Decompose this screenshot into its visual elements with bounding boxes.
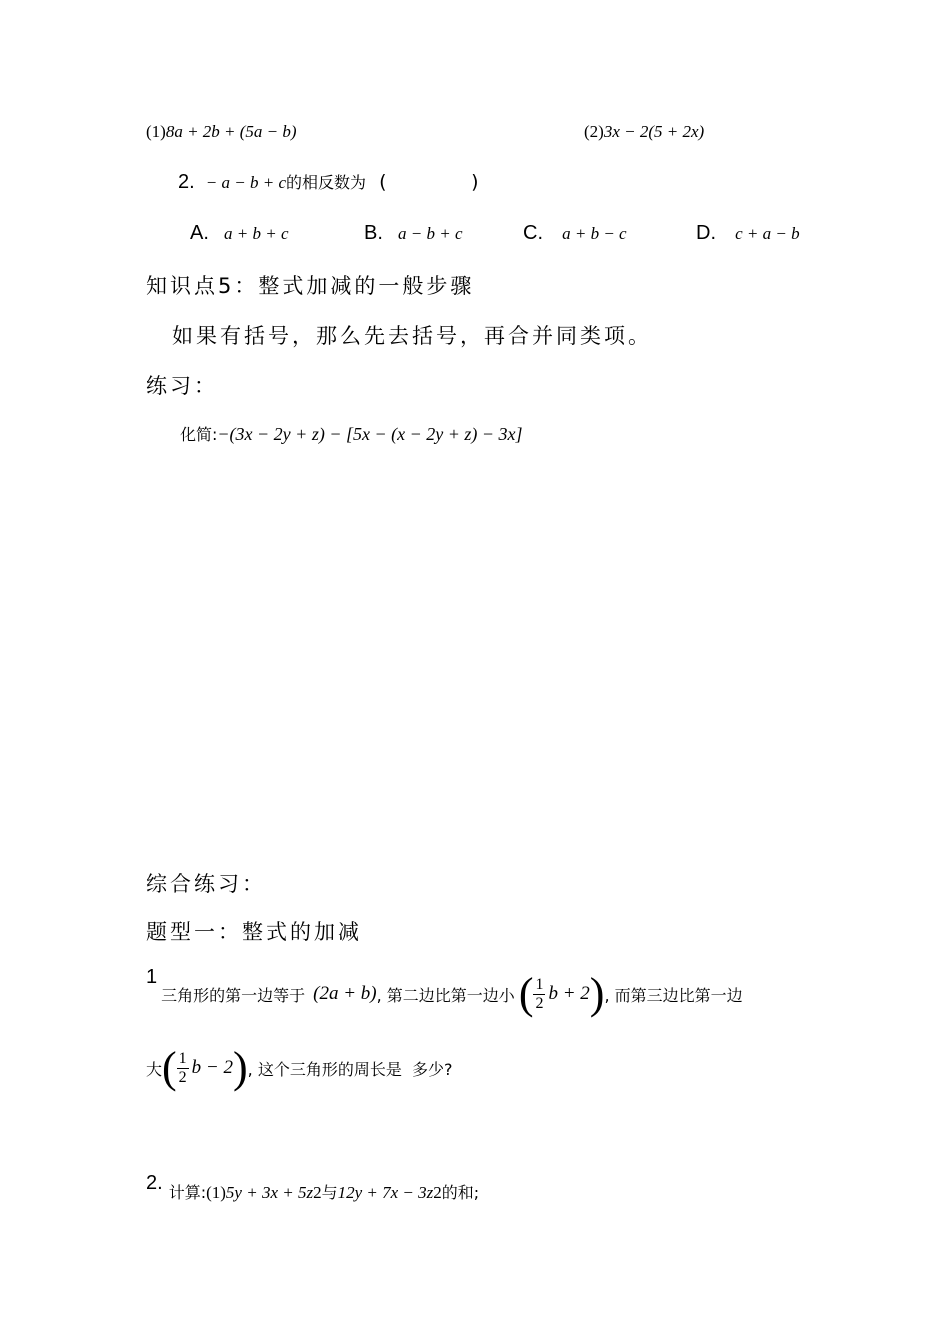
section5-heading: 知识点5：整式加减的一般步骤 (146, 274, 475, 298)
simplify-prefix: 化简: (180, 425, 218, 444)
q2-option-d[interactable] (696, 222, 800, 245)
comprehensive-heading: 综合练习： (146, 872, 266, 896)
left-paren: ( (518, 969, 534, 1018)
section5-body: 如果有括号，那么先去括号，再合并同类项。 (172, 324, 652, 348)
right-paren: ) (589, 969, 605, 1018)
q1-part2-expr: 3x − 2(5 + 2x) (603, 122, 705, 141)
q2-line (178, 170, 479, 194)
option-b-expr: a − b + c (398, 224, 463, 243)
type1-heading: 题型一：整式的加减 (146, 920, 362, 944)
option-b-letter: B. (364, 222, 383, 244)
fraction-denominator: 2 (178, 1068, 187, 1086)
fraction-half (177, 1050, 189, 1086)
option-c-letter: C. (523, 222, 543, 244)
problem2-sup1: 2 (313, 1183, 322, 1202)
q2-option-c[interactable] (523, 222, 627, 245)
practice-label: 练习： (146, 374, 218, 398)
option-c-expr: a + b − c (562, 224, 627, 243)
problem1-text5: , 这个三角形的周长是 多少? (247, 1059, 453, 1079)
q1-part2-label: (2) (584, 122, 604, 141)
option-a-expr: a + b + c (224, 224, 289, 243)
problem1-line1 (146, 966, 743, 1018)
q1-part1-label: (1) (146, 122, 166, 141)
fraction-half (533, 976, 545, 1012)
problem1-number: 1 (146, 966, 158, 988)
q2-blank: ( ) (379, 171, 479, 193)
problem2-joiner: 与 (321, 1183, 338, 1202)
problem1-text1: 三角形的第一边等于 (161, 985, 306, 1005)
problem2-expr2: 12y + 7x − 3z (337, 1183, 434, 1202)
problem2-suffix: 的和; (441, 1183, 480, 1202)
problem2-line (146, 1172, 479, 1203)
q2-option-b[interactable] (364, 222, 463, 245)
problem2-number: 2. (146, 1172, 163, 1194)
option-a-letter: A. (190, 222, 209, 244)
q1-part1-expr: 8a + 2b + (5a − b) (165, 122, 297, 141)
left-paren: ( (162, 1043, 177, 1092)
right-paren: ) (233, 1043, 248, 1092)
q1-part2 (584, 122, 704, 142)
problem2-prefix: 计算: (168, 1183, 207, 1202)
fraction-numerator: 1 (535, 975, 544, 993)
option-d-letter: D. (696, 222, 716, 244)
problem1-text2: , 第二边比第一边小 (376, 985, 515, 1005)
problem2-sup2: 2 (433, 1183, 442, 1202)
q2-text: 的相反数为 (286, 173, 367, 192)
problem1-text3: , 而第三边比第一边 (604, 985, 743, 1005)
problem1-expr2: b + 2 (548, 983, 590, 1004)
fraction-numerator: 1 (178, 1049, 187, 1067)
problem2-expr1: 5y + 3x + 5z (225, 1183, 314, 1202)
problem1-expr1: (2a + b) (313, 983, 377, 1004)
problem1-line2 (146, 1043, 453, 1092)
option-d-expr: c + a − b (735, 224, 800, 243)
simplify-expr: −(3x − 2y + z) − [5x − (x − 2y + z) − 3x] (217, 424, 523, 444)
problem1-expr3: b − 2 (191, 1057, 233, 1078)
q2-option-a[interactable] (190, 222, 289, 245)
q1-part1 (146, 122, 297, 142)
q2-number: 2. (178, 171, 195, 193)
problem2-label: (1) (206, 1183, 226, 1202)
problem1-text4: 大 (146, 1059, 163, 1079)
simplify-line (180, 422, 523, 445)
fraction-denominator: 2 (535, 994, 544, 1012)
q2-expr: − a − b + c (205, 173, 286, 192)
